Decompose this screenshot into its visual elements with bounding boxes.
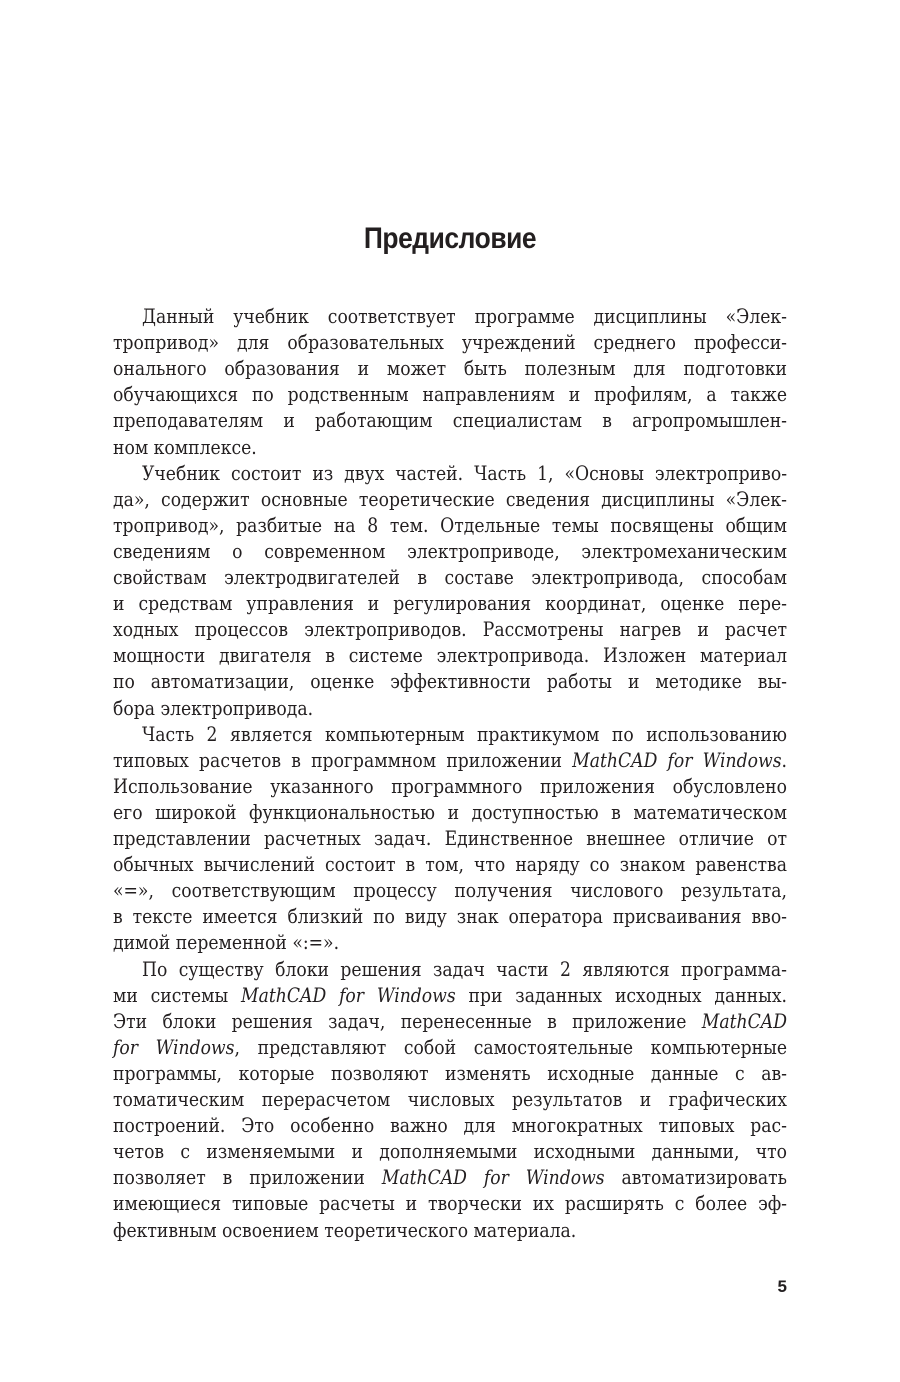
text-line [113,799,787,825]
line-text-after: при заданных исходных данных. [455,982,787,1007]
italic-term: MathCAD for Windows [241,982,456,1007]
line-text: Данный учебник соответствует программе дисциплины «Элек- [142,304,787,328]
text-line [113,355,787,381]
text-line [113,434,787,460]
line-text: программы, которые позволяют изменять исходные данные с ав- [113,1060,787,1085]
line-text: обучающихся по родственным направлениям и профилям, а также [113,382,787,407]
italic-term: for Windows [113,1034,235,1059]
text-line [113,1217,787,1243]
text-line [113,773,787,799]
text-line [113,851,787,877]
text-line [142,721,787,747]
line-text: «=», соответствующим процессу получения числового результата, [113,878,787,903]
text-line [113,903,787,929]
line-text: тропривод» для образовательных учреждений среднего професси- [113,330,787,355]
line-text: томатическим перерасчетом числовых результатов и графических [113,1087,787,1111]
line-text: димой переменной «:=». [113,930,340,955]
text-line [113,877,787,903]
text-line [113,486,787,512]
text-line [113,747,787,773]
line-text: тропривод», разбитые на 8 тем. Отдельные темы посвящены общим [113,512,787,537]
text-line [113,929,787,955]
italic-term: MathCAD [701,1008,787,1033]
text-line [113,381,787,407]
line-text: ном комплексе. [113,434,257,459]
italic-term: MathCAD for Windows [381,1165,605,1190]
line-text: бора электропривода. [113,695,314,720]
text-line [113,825,787,851]
line-text: в тексте имеется близкий по виду знак оператора присваивания вво- [113,904,787,929]
line-text: да», содержит основные теоретические сведения дисциплины «Элек- [113,486,787,511]
line-text: его широкой функциональностью и доступностью в математическом [113,799,787,824]
line-text: обычных вычислений состоит в том, что наряду со знаком равенства [113,852,787,877]
text-line [113,1034,787,1060]
page-number: 5 [777,1277,787,1296]
line-text: сведениям о современном электроприводе, электромеханическим [113,538,787,563]
line-text: имеющиеся типовые расчеты и творчески их расширять с более эф- [113,1191,787,1216]
line-text: Часть 2 является компьютерным практикумом по использованию [142,721,787,746]
line-text: свойствам электродвигателей в составе электропривода, способам [113,565,787,589]
line-text: четов с изменяемыми и дополняемыми исходными данными, что [113,1139,787,1164]
text-line [113,668,787,694]
line-text-after: . [781,747,788,772]
text-line [113,1060,787,1086]
line-text: ходных процессов электроприводов. Рассмотрены нагрев и расчет [113,617,787,642]
text-line [113,616,787,642]
text-line [113,1086,787,1112]
line-text: по автоматизации, оценке эффективности работы и методике вы- [113,669,787,694]
text-line [142,303,787,329]
text-line [113,642,787,668]
line-text: ми системы [113,982,242,1007]
text-line [113,1164,787,1190]
text-line [113,407,787,433]
text-line [142,460,787,486]
text-line [113,512,787,538]
line-text: построений. Это особенно важно для многократных типовых рас- [113,1113,787,1138]
text-line [113,695,787,721]
line-text: представлении расчетных задач. Единственное внешнее отличие от [113,826,787,850]
line-text: Использование указанного программного приложения обусловлено [113,773,787,798]
text-line [113,1008,787,1034]
italic-term: MathCAD for Windows [572,747,782,772]
line-text: Учебник состоит из двух частей. Часть 1, «Основы электроприво- [142,460,787,485]
text-line [113,1112,787,1138]
text-line [113,329,787,355]
page-title: Предисловие [363,222,537,255]
line-text: типовых расчетов в программном приложении [113,747,573,772]
line-text-after: автоматизировать [604,1165,787,1190]
text-line [113,590,787,616]
text-line [113,1190,787,1216]
line-text: онального образования и может быть полезным для подготовки [113,356,787,381]
text-line [113,982,787,1008]
line-text: мощности двигателя в системе электропривода. Изложен материал [113,643,787,668]
text-line [113,1138,787,1164]
line-text: преподавателям и работающим специалистам в агропромышлен- [113,408,787,433]
text-line [113,564,787,590]
text-line [142,956,787,982]
text-line [113,538,787,564]
line-text: фективным освоением теоретического материала. [113,1217,577,1242]
line-text: и средствам управления и регулирования координат, оценке пере- [113,591,787,616]
line-text: позволяет в приложении [113,1165,382,1190]
line-text-after: , представляют собой самостоятельные компьютерные [234,1034,787,1059]
line-text: По существу блоки решения задач части 2 являются программа- [142,956,787,981]
line-text: Эти блоки решения задач, перенесенные в приложение [113,1008,702,1033]
